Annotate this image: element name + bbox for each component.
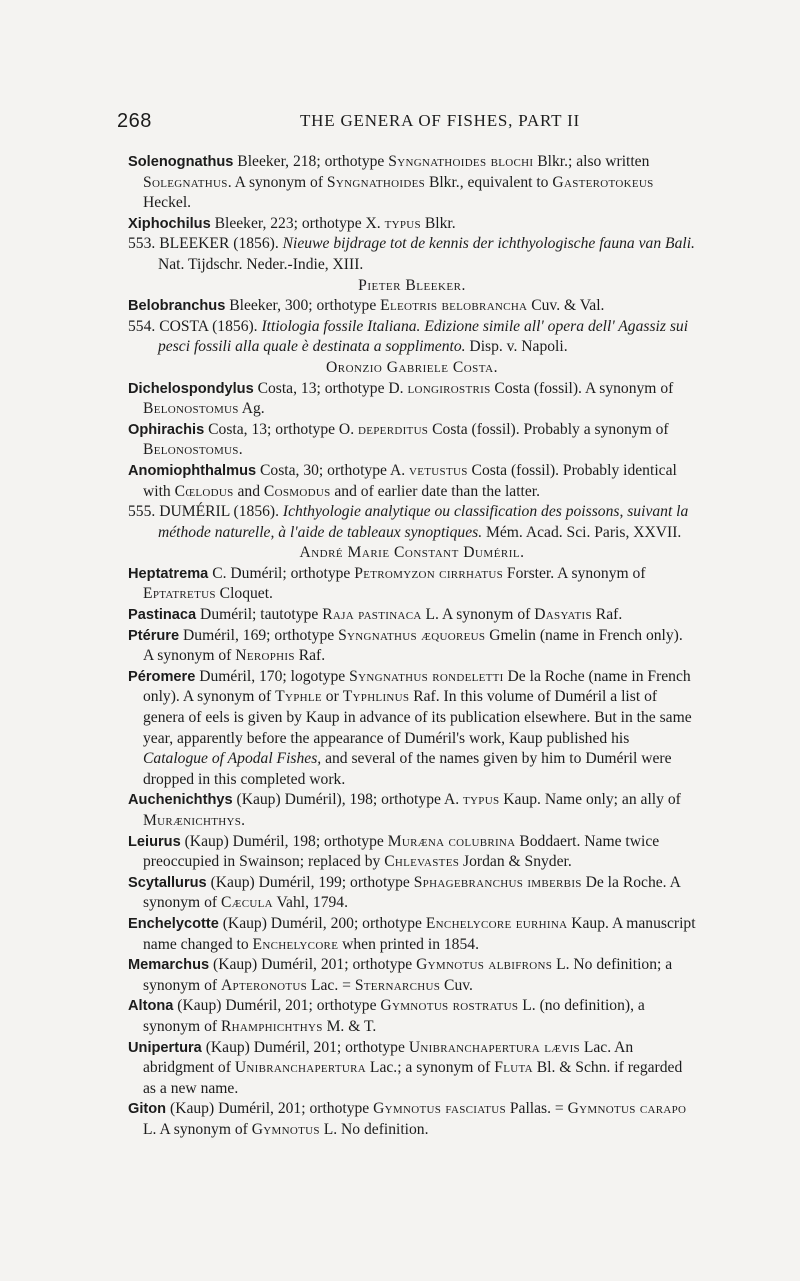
- author-name: Pieter Bleeker.: [358, 276, 466, 294]
- genus-description: Duméril; tautotype Raja pastinaca L. A synonym of Dasyatis Raf.: [196, 606, 623, 624]
- genus-description: Bleeker, 300; orthotype Eleotris belobrancha Cuv. & Val.: [225, 297, 605, 315]
- small-caps-name: Chlevastes: [384, 853, 460, 871]
- genus-description: Duméril, 170; logotype Syngnathus rondeletti De la Roche (name in French only). A synonym of Typhle or Typhlinus Raf. In this volume of Duméril a list of genera of eels is given by Kaup in advance of its publication elsewhere. But in the same year, apparently before the appearance of Duméril's work, Kaup published his Catalogue of Apodal Fishes, and several of the names given by him to Duméril were dropped in this completed work.: [143, 667, 692, 788]
- genus-name: Giton: [128, 1101, 167, 1118]
- reference-number: 553.: [128, 235, 156, 253]
- reference-number: 555.: [128, 503, 156, 521]
- genus-entry: [128, 1099, 696, 1140]
- genus-description: (Kaup) Duméril, 201; orthotype Gymnotus albifrons L. No definition; a synonym of Apteronotus Lac. = Sternarchus Cuv.: [143, 956, 673, 994]
- genus-description: (Kaup) Duméril, 201; orthotype Gymnotus fasciatus Pallas. = Gymnotus carapo L. A synonym of Gymnotus L. No definition.: [143, 1100, 687, 1138]
- genus-entry: [128, 873, 696, 914]
- small-caps-name: vetustus: [409, 461, 468, 479]
- genus-entry: [128, 1038, 696, 1100]
- small-caps-name: Sternarchus: [354, 976, 441, 994]
- small-caps-name: Apteronotus: [220, 976, 308, 994]
- small-caps-name: Eptatretus: [143, 585, 216, 603]
- small-caps-name: Muræna colubrina: [387, 832, 516, 850]
- genus-entry: [128, 296, 696, 317]
- small-caps-name: Gymnotus: [251, 1120, 320, 1138]
- small-caps-name: typus: [463, 791, 500, 809]
- small-caps-name: Nerophis: [235, 647, 295, 665]
- author-name: André Marie Constant Duméril.: [299, 544, 525, 562]
- genus-description: C. Duméril; orthotype Petromyzon cirrhatus Forster. A synonym of Eptatretus Cloquet.: [143, 564, 646, 603]
- genus-description: Bleeker, 223; orthotype X. typus Blkr.: [210, 214, 456, 232]
- genus-name: Ophirachis: [128, 421, 205, 438]
- genus-name: Scytallurus: [128, 874, 207, 891]
- genus-name: Altona: [128, 998, 174, 1015]
- genus-description: Costa, 30; orthotype A. vetustus Costa (fossil). Probably identical with Cœlodus and Cosmodus and of earlier date than the latter.: [143, 461, 677, 500]
- genus-description: Costa, 13; orthotype D. longirostris Costa (fossil). A synonym of Belonostomus Ag.: [143, 379, 674, 418]
- small-caps-name: Sphagebranchus imberbis: [413, 873, 582, 891]
- genus-entry: [128, 790, 696, 831]
- small-caps-name: Gymnotus carapo: [567, 1100, 687, 1118]
- reference-citation: DUMÉRIL (1856). Ichthyologie analytique ou classification des poissons, suivant la méthode naturelle, à l'aide de tableaux synoptiques. Mém. Acad. Sci. Paris, XXVII.: [155, 503, 689, 541]
- small-caps-name: Solegnathus: [143, 173, 228, 191]
- small-caps-name: longirostris: [407, 379, 491, 397]
- genus-name: Anomiophthalmus: [128, 462, 257, 479]
- small-caps-name: Gymnotus rostratus: [380, 997, 519, 1015]
- small-caps-name: Rhamphichthys: [220, 1017, 323, 1035]
- genus-description: (Kaup) Duméril, 201; orthotype Gymnotus rostratus L. (no definition), a synonym of Rhamphichthys M. & T.: [143, 997, 645, 1035]
- genus-description: (Kaup) Duméril, 199; orthotype Sphagebranchus imberbis De la Roche. A synonym of Cæcula Vahl, 1794.: [143, 873, 681, 912]
- small-caps-name: Gymnotus albifrons: [416, 956, 553, 974]
- running-title: THE GENERA OF FISHES, PART II: [299, 111, 581, 130]
- small-caps-name: Enchelycore: [252, 935, 339, 953]
- reference-citation: BLEEKER (1856). Nieuwe bijdrage tot de kennis der ichthyologische fauna van Bali. Nat. Tijdschr. Neder.-Indie, XIII.: [155, 235, 695, 273]
- italic-title: Nieuwe bijdrage tot de kennis der ichthyologische fauna van Bali.: [282, 235, 695, 253]
- small-caps-name: Cosmodus: [263, 482, 331, 500]
- genus-name: Auchenichthys: [128, 792, 233, 809]
- small-caps-name: Syngnathus rondeletti: [349, 667, 504, 685]
- small-caps-name: Belonostomus: [143, 441, 239, 459]
- small-caps-name: Typhle: [275, 688, 322, 706]
- genus-name: Memarchus: [128, 957, 210, 974]
- genus-entry: [128, 626, 696, 667]
- reference-entry: [128, 502, 696, 543]
- genus-entry: [128, 152, 696, 214]
- genus-entry: [128, 955, 696, 996]
- italic-title: Ichthyologie analytique ou classification des poissons, suivant la méthode naturelle, à l'aide de tableaux synoptiques.: [158, 503, 689, 541]
- author-name: Oronzio Gabriele Costa.: [326, 358, 498, 376]
- genus-entry: [128, 667, 696, 791]
- genus-description: Duméril, 169; orthotype Syngnathus æquoreus Gmelin (name in French only). A synonym of Nerophis Raf.: [143, 626, 683, 665]
- genus-name: Heptatrema: [128, 565, 209, 582]
- genus-entry: [128, 461, 696, 502]
- small-caps-name: Belonostomus: [143, 400, 239, 418]
- small-caps-name: Syngnathoides blochi: [388, 153, 534, 170]
- small-caps-name: Petromyzon cirrhatus: [354, 564, 504, 582]
- small-caps-name: Syngnathus æquoreus: [338, 626, 486, 644]
- italic-title: Catalogue of Apodal Fishes,: [143, 750, 322, 768]
- italic-title: Ittiologia fossile Italiana. Edizione simile all' opera dell' Agassiz sui pesci fossili alla quale è destinata a sopplimento.: [158, 317, 689, 356]
- small-caps-name: Unibranchapertura: [234, 1059, 367, 1077]
- reference-entry: [128, 234, 696, 275]
- small-caps-name: Gymnotus fasciatus: [373, 1100, 506, 1118]
- genus-entry: [128, 379, 696, 420]
- page-number: 268: [117, 110, 152, 132]
- genus-name: Péromere: [128, 668, 196, 685]
- genus-name: Xiphochilus: [128, 215, 211, 232]
- small-caps-name: typus: [384, 214, 421, 232]
- small-caps-name: Gasterotokeus: [552, 173, 654, 191]
- genus-entry: [128, 214, 696, 235]
- small-caps-name: Murænichthys: [143, 812, 242, 829]
- genus-entry: [128, 996, 696, 1037]
- genus-description: (Kaup) Duméril), 198; orthotype A. typus Kaup. Name only; an ally of Murænichthys.: [143, 791, 681, 829]
- page-header: [117, 110, 693, 134]
- genus-name: Belobranchus: [128, 298, 226, 315]
- genus-name: Solenognathus: [128, 154, 234, 170]
- genus-entry: [128, 605, 696, 626]
- genus-name: Leiurus: [128, 833, 181, 850]
- small-caps-name: Typhlinus: [342, 688, 410, 706]
- small-caps-name: Dasyatis: [534, 606, 592, 624]
- small-caps-name: Fluta: [494, 1059, 533, 1077]
- genus-name: Unipertura: [128, 1039, 202, 1056]
- small-caps-name: Raja pastinaca: [322, 606, 422, 624]
- small-caps-name: deperditus: [358, 420, 429, 438]
- reference-entry: [128, 317, 696, 358]
- genus-description: (Kaup) Duméril, 198; orthotype Muræna colubrina Boddaert. Name twice preoccupied in Swainson; replaced by Chlevastes Jordan & Snyder.: [143, 832, 660, 871]
- genus-entry: [128, 564, 696, 605]
- page-body: [128, 152, 696, 1141]
- genus-entry: [128, 832, 696, 873]
- genus-name: Enchelycotte: [128, 915, 219, 932]
- reference-number: 554.: [128, 317, 156, 335]
- genus-name: Ptérure: [128, 627, 180, 644]
- genus-name: Pastinaca: [128, 607, 197, 624]
- small-caps-name: Cœlodus: [174, 482, 234, 500]
- genus-description: (Kaup) Duméril, 200; orthotype Enchelycore eurhina Kaup. A manuscript name changed to Enchelycore when printed in 1854.: [143, 914, 696, 953]
- genus-description: Costa, 13; orthotype O. deperditus Costa (fossil). Probably a synonym of Belonostomus.: [143, 420, 669, 459]
- genus-description: Bleeker, 218; orthotype Syngnathoides blochi Blkr.; also written Solegnathus. A synonym of Syngnathoides Blkr., equivalent to Gasterotokeus Heckel.: [143, 153, 654, 212]
- genus-name: Dichelospondylus: [128, 380, 254, 397]
- small-caps-name: Cæcula: [220, 894, 273, 912]
- genus-entry: [128, 420, 696, 461]
- reference-citation: COSTA (1856). Ittiologia fossile Italiana. Edizione simile all' opera dell' Agassiz sui pesci fossili alla quale è destinata a sopplimento. Disp. v. Napoli.: [155, 317, 689, 356]
- small-caps-name: Eleotris belobrancha: [380, 297, 528, 315]
- small-caps-name: Syngnathoides: [326, 173, 426, 191]
- genus-description: (Kaup) Duméril, 201; orthotype Unibranchapertura lævis Lac. An abridgment of Unibranchapertura Lac.; a synonym of Fluta Bl. & Schn. if regarded as a new name.: [143, 1038, 683, 1097]
- genus-entry: [128, 914, 696, 955]
- small-caps-name: Enchelycore eurhina: [425, 914, 568, 932]
- small-caps-name: Unibranchapertura lævis: [408, 1038, 580, 1056]
